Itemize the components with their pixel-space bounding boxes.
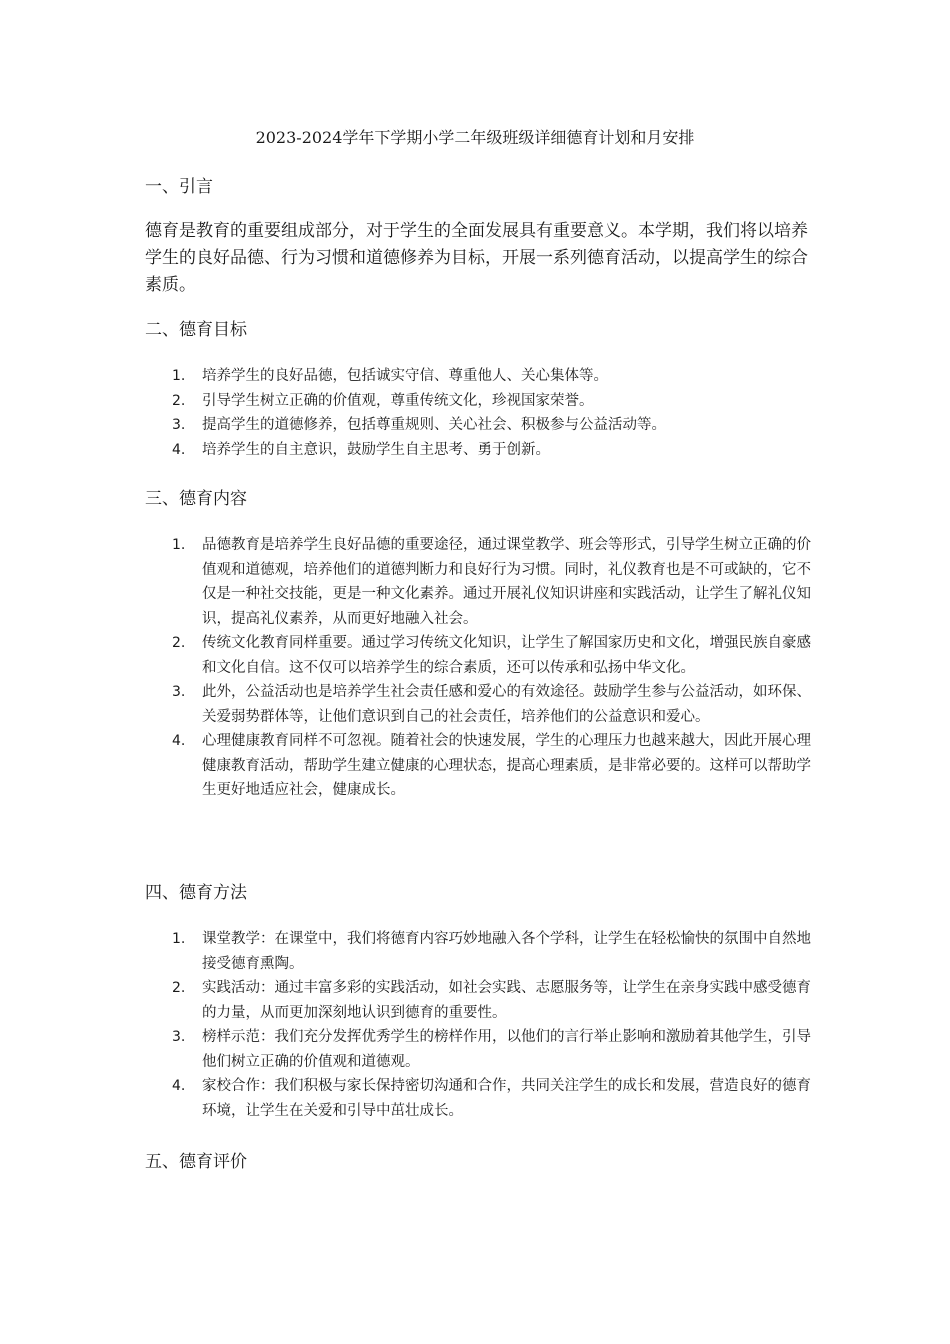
content-list	[0, 533, 950, 803]
section-heading-content: 三、德育内容	[145, 489, 247, 509]
list-item	[0, 729, 822, 803]
list-item	[0, 976, 822, 1025]
section-heading-evaluation: 五、德育评价	[145, 1152, 247, 1172]
list-item-number: 2.	[172, 392, 186, 409]
list-item-number: 4.	[172, 1078, 186, 1094]
list-item	[0, 413, 822, 438]
list-item-number: 1.	[172, 368, 186, 384]
list-item-text: 实践活动：通过丰富多彩的实践活动，如社会实践、志愿服务等，让学生在亲身实践中感受德育的力量，从而更加深刻地认识到德育的重要性。	[202, 980, 811, 1021]
list-item	[0, 389, 822, 414]
list-item-text: 培养学生的自主意识，鼓励学生自主思考、勇于创新。	[202, 441, 550, 458]
section-heading-methods: 四、德育方法	[145, 883, 247, 903]
introduction-paragraph: 德育是教育的重要组成部分，对于学生的全面发展具有重要意义。本学期，我们将以培养学生的良好品德、行为习惯和道德修养为目标，开展一系列德育活动，以提高学生的综合素质。	[145, 221, 808, 295]
list-item	[0, 1025, 822, 1074]
list-item-number: 3.	[172, 1029, 186, 1045]
list-item	[0, 680, 822, 729]
list-item-number: 2.	[172, 635, 186, 651]
list-item-number: 2.	[172, 980, 186, 996]
list-item-text: 家校合作：我们积极与家长保持密切沟通和合作，共同关注学生的成长和发展，营造良好的德育环境，让学生在关爱和引导中茁壮成长。	[202, 1078, 811, 1119]
list-item-text: 心理健康教育同样不可忽视。随着社会的快速发展，学生的心理压力也越来越大，因此开展心理健康教育活动，帮助学生建立健康的心理状态，提高心理素质，是非常必要的。这样可以帮助学生更好地适应社会，健康成长。	[202, 733, 811, 798]
list-item	[0, 438, 822, 463]
list-item	[0, 1074, 822, 1123]
list-item	[0, 364, 822, 389]
section-heading-goals: 二、德育目标	[145, 320, 247, 340]
list-item	[0, 631, 822, 680]
list-item-text: 提高学生的道德修养，包括尊重规则、关心社会、积极参与公益活动等。	[202, 417, 666, 433]
methods-list	[0, 927, 950, 1123]
list-item-text: 传统文化教育同样重要。通过学习传统文化知识，让学生了解国家历史和文化，增强民族自豪感和文化自信。这不仅可以培养学生的综合素质，还可以传承和弘扬中华文化。	[202, 635, 811, 676]
list-item-text: 品德教育是培养学生良好品德的重要途径，通过课堂教学、班会等形式，引导学生树立正确的价值观和道德观，培养他们的道德判断力和良好行为习惯。同时，礼仪教育也是不可或缺的，它不仅是一种社交技能，更是一种文化素养。通过开展礼仪知识讲座和实践活动，让学生了解礼仪知识，提高礼仪素养，从而更好地融入社会。	[202, 537, 811, 627]
list-item-text: 引导学生树立正确的价值观，尊重传统文化，珍视国家荣誉。	[202, 392, 594, 409]
list-item-number: 3.	[172, 684, 186, 700]
list-item-text: 课堂教学：在课堂中，我们将德育内容巧妙地融入各个学科，让学生在轻松愉快的氛围中自然地接受德育熏陶。	[202, 931, 811, 972]
list-item-number: 1.	[172, 537, 186, 553]
list-item-number: 4.	[172, 441, 186, 458]
list-item-number: 3.	[172, 417, 186, 433]
list-item-text: 榜样示范：我们充分发挥优秀学生的榜样作用，以他们的言行举止影响和激励着其他学生，引导他们树立正确的价值观和道德观。	[202, 1029, 811, 1070]
list-item	[0, 927, 822, 976]
goals-list	[0, 364, 950, 462]
list-item-text: 此外，公益活动也是培养学生社会责任感和爱心的有效途径。鼓励学生参与公益活动，如环保、关爱弱势群体等，让他们意识到自己的社会责任，培养他们的公益意识和爱心。	[202, 684, 811, 725]
list-item	[0, 533, 822, 631]
list-item-text: 培养学生的良好品德，包括诚实守信、尊重他人、关心集体等。	[202, 368, 608, 384]
document-title: 2023-2024学年下学期小学二年级班级详细德育计划和月安排	[255, 128, 695, 147]
list-item-number: 4.	[172, 733, 186, 749]
list-item-number: 1.	[172, 931, 186, 947]
section-heading-introduction: 一、引言	[145, 177, 213, 197]
